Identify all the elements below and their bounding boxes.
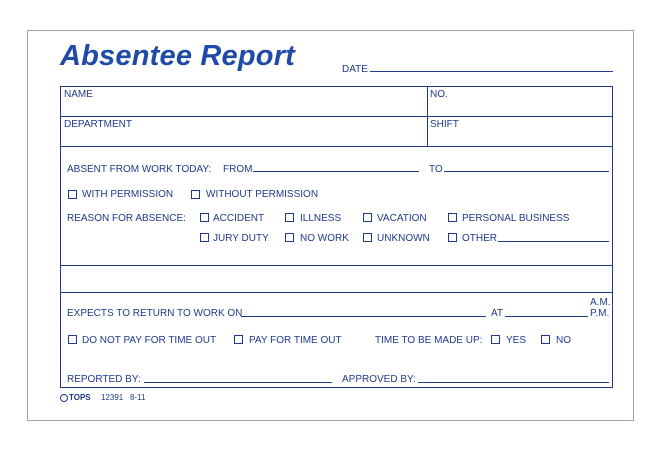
approved-by-label: APPROVED BY: <box>342 374 416 385</box>
department-label: DEPARTMENT <box>64 119 132 130</box>
no-work-checkbox[interactable] <box>285 233 294 242</box>
expects-label: EXPECTS TO RETURN TO WORK ON <box>67 308 243 319</box>
made-up-label: TIME TO BE MADE UP: <box>375 335 483 346</box>
form-title: Absentee Report <box>60 40 296 72</box>
reason-label: REASON FOR ABSENCE: <box>67 213 186 224</box>
at-label: AT <box>491 308 504 319</box>
without-permission-checkbox[interactable] <box>191 190 200 199</box>
vacation-label: VACATION <box>377 213 427 224</box>
no-label: NO. <box>430 89 448 100</box>
with-permission-label: WITH PERMISSION <box>82 189 174 200</box>
accident-checkbox[interactable] <box>200 213 209 222</box>
unknown-label: UNKNOWN <box>377 233 430 244</box>
brand-name: TOPS <box>69 393 91 402</box>
shift-label: SHIFT <box>430 119 459 130</box>
vacation-checkbox[interactable] <box>363 213 372 222</box>
from-field[interactable] <box>253 171 419 172</box>
from-label: FROM <box>223 164 253 175</box>
do-not-pay-label: DO NOT PAY FOR TIME OUT <box>82 335 217 346</box>
form-revision: 8-11 <box>130 393 146 402</box>
personal-business-checkbox[interactable] <box>448 213 457 222</box>
row-divider <box>60 146 613 147</box>
accident-label: ACCIDENT <box>213 213 265 224</box>
column-divider <box>427 86 428 146</box>
yes-label: YES <box>506 335 527 346</box>
jury-duty-checkbox[interactable] <box>200 233 209 242</box>
row-divider <box>60 265 613 266</box>
return-date-field[interactable] <box>241 316 486 317</box>
yes-checkbox[interactable] <box>491 335 500 344</box>
without-permission-label: WITHOUT PERMISSION <box>206 189 319 200</box>
pay-label: PAY FOR TIME OUT <box>249 335 342 346</box>
form-code: 12391 <box>101 393 124 402</box>
no-checkbox[interactable] <box>541 335 550 344</box>
do-not-pay-checkbox[interactable] <box>68 335 77 344</box>
other-checkbox[interactable] <box>448 233 457 242</box>
reported-by-field[interactable] <box>144 382 332 383</box>
other-field[interactable] <box>498 241 609 242</box>
to-field[interactable] <box>444 171 609 172</box>
date-label: DATE <box>342 64 368 75</box>
return-time-field[interactable] <box>505 316 588 317</box>
illness-checkbox[interactable] <box>285 213 294 222</box>
am-label: A.M. <box>590 297 611 308</box>
no-label: NO <box>556 335 571 346</box>
row-divider <box>60 292 613 293</box>
absent-label: ABSENT FROM WORK TODAY: <box>67 164 212 175</box>
jury-duty-label: JURY DUTY <box>213 233 269 244</box>
date-field[interactable] <box>370 71 613 72</box>
to-label: TO <box>429 164 443 175</box>
pm-label: P.M. <box>590 308 610 319</box>
personal-business-label: PERSONAL BUSINESS <box>462 213 570 224</box>
name-label: NAME <box>64 89 93 100</box>
with-permission-checkbox[interactable] <box>68 190 77 199</box>
unknown-checkbox[interactable] <box>363 233 372 242</box>
pay-checkbox[interactable] <box>234 335 243 344</box>
footer-brand <box>60 393 91 402</box>
approved-by-field[interactable] <box>418 382 609 383</box>
reported-by-label: REPORTED BY: <box>67 374 141 385</box>
row-divider <box>60 116 613 117</box>
illness-label: ILLNESS <box>300 213 342 224</box>
other-label: OTHER <box>462 233 497 244</box>
no-work-label: NO WORK <box>300 233 349 244</box>
tops-logo-icon <box>60 394 68 402</box>
